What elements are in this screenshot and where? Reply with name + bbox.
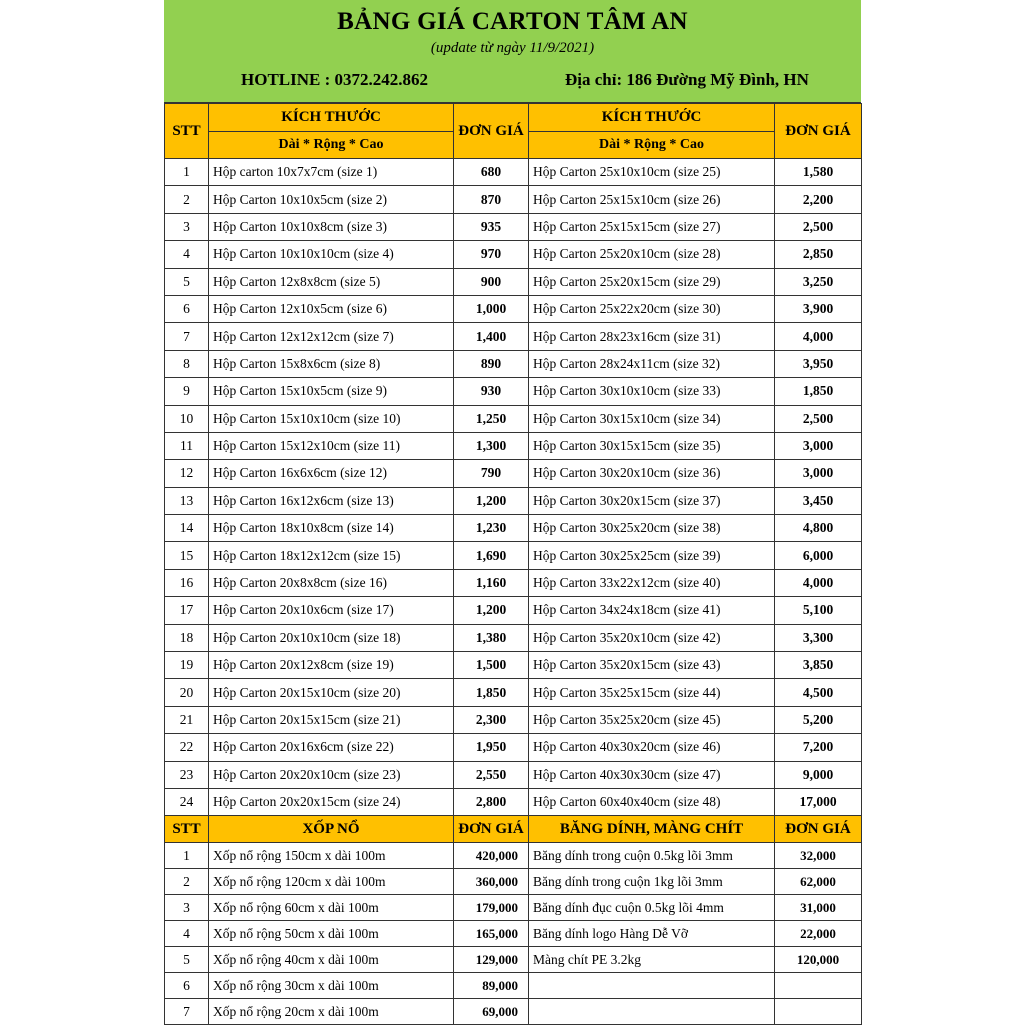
row-number: 24 <box>165 788 209 815</box>
product-price: 790 <box>454 460 529 487</box>
product-price: 3,900 <box>775 295 862 322</box>
table-row <box>165 542 862 569</box>
product-name: Hộp Carton 16x12x6cm (size 13) <box>209 487 454 514</box>
table-row <box>165 921 862 947</box>
row-number: 15 <box>165 542 209 569</box>
product-price: 179,000 <box>454 895 529 921</box>
table-row <box>165 624 862 651</box>
product-price: 1,200 <box>454 597 529 624</box>
row-number: 12 <box>165 460 209 487</box>
table-row <box>165 378 862 405</box>
product-price: 1,380 <box>454 624 529 651</box>
product-name: Hộp Carton 12x8x8cm (size 5) <box>209 268 454 295</box>
row-number: 1 <box>165 843 209 869</box>
product-price: 62,000 <box>775 869 862 895</box>
product-name: Hộp Carton 25x15x10cm (size 26) <box>529 186 775 213</box>
product-name: Hộp Carton 20x16x6cm (size 22) <box>209 734 454 761</box>
product-price: 3,000 <box>775 432 862 459</box>
product-price: 1,850 <box>454 679 529 706</box>
product-name: Hộp Carton 20x20x15cm (size 24) <box>209 788 454 815</box>
price-table <box>164 103 862 1025</box>
product-name: Xốp nổ rộng 20cm x dài 100m <box>209 999 454 1025</box>
table-row <box>165 679 862 706</box>
row-number: 21 <box>165 706 209 733</box>
sheet-title: BẢNG GIÁ CARTON TÂM AN <box>337 8 688 35</box>
product-price: 1,400 <box>454 323 529 350</box>
product-name: Hộp Carton 10x10x8cm (size 3) <box>209 213 454 240</box>
table-row <box>165 432 862 459</box>
product-price: 3,450 <box>775 487 862 514</box>
product-price: 1,300 <box>454 432 529 459</box>
row-number: 17 <box>165 597 209 624</box>
row-number: 20 <box>165 679 209 706</box>
product-price: 1,500 <box>454 652 529 679</box>
row-number: 7 <box>165 999 209 1025</box>
row-number: 4 <box>165 241 209 268</box>
product-name: Băng dính logo Hàng Dễ Vỡ <box>529 921 775 947</box>
product-name: Xốp nổ rộng 40cm x dài 100m <box>209 947 454 973</box>
product-name: Hộp Carton 15x10x10cm (size 10) <box>209 405 454 432</box>
row-number: 3 <box>165 213 209 240</box>
product-price: 7,200 <box>775 734 862 761</box>
product-price: 3,950 <box>775 350 862 377</box>
product-name: Hộp Carton 40x30x20cm (size 46) <box>529 734 775 761</box>
product-name: Hộp Carton 16x6x6cm (size 12) <box>209 460 454 487</box>
table-row <box>165 652 862 679</box>
table-row <box>165 869 862 895</box>
product-name: Màng chít PE 3.2kg <box>529 947 775 973</box>
product-name: Hộp Carton 15x10x5cm (size 9) <box>209 378 454 405</box>
header-price-left: ĐƠN GIÁ <box>454 104 529 159</box>
product-name: Hộp Carton 30x10x10cm (size 33) <box>529 378 775 405</box>
product-name: Băng dính trong cuộn 1kg lõi 3mm <box>529 869 775 895</box>
table-row <box>165 213 862 240</box>
table-row <box>165 350 862 377</box>
header-bubble-wrap: XỐP NỔ <box>209 816 454 843</box>
product-name: Hộp Carton 30x20x10cm (size 36) <box>529 460 775 487</box>
product-price <box>775 999 862 1025</box>
product-name: Băng dính trong cuộn 0.5kg lõi 3mm <box>529 843 775 869</box>
table-row <box>165 895 862 921</box>
product-name: Hộp Carton 12x10x5cm (size 6) <box>209 295 454 322</box>
price-sheet <box>164 0 861 1025</box>
product-price: 2,300 <box>454 706 529 733</box>
product-price: 31,000 <box>775 895 862 921</box>
header-size-left: KÍCH THƯỚC <box>209 104 454 132</box>
address: Địa chỉ: 186 Đường Mỹ Đình, HN <box>565 70 809 89</box>
product-price: 32,000 <box>775 843 862 869</box>
table-row <box>165 241 862 268</box>
product-price: 165,000 <box>454 921 529 947</box>
table-row <box>165 186 862 213</box>
product-price: 970 <box>454 241 529 268</box>
header-price-tape: ĐƠN GIÁ <box>775 816 862 843</box>
row-number: 1 <box>165 159 209 186</box>
table-row <box>165 706 862 733</box>
product-name: Hộp Carton 30x20x15cm (size 37) <box>529 487 775 514</box>
table-row <box>165 999 862 1025</box>
row-number: 16 <box>165 569 209 596</box>
table-row <box>165 515 862 542</box>
product-name: Hộp Carton 20x15x10cm (size 20) <box>209 679 454 706</box>
product-price: 1,160 <box>454 569 529 596</box>
product-name: Xốp nổ rộng 150cm x dài 100m <box>209 843 454 869</box>
product-price: 1,230 <box>454 515 529 542</box>
table-row <box>165 323 862 350</box>
product-price: 420,000 <box>454 843 529 869</box>
product-name: Xốp nổ rộng 50cm x dài 100m <box>209 921 454 947</box>
product-name: Hộp Carton 28x23x16cm (size 31) <box>529 323 775 350</box>
product-name: Hộp Carton 20x10x10cm (size 18) <box>209 624 454 651</box>
hotline: HOTLINE : 0372.242.862 <box>241 70 429 89</box>
extras-header-row <box>165 816 862 843</box>
product-name: Hộp Carton 10x10x10cm (size 4) <box>209 241 454 268</box>
product-name: Hộp Carton 20x8x8cm (size 16) <box>209 569 454 596</box>
product-name: Xốp nổ rộng 120cm x dài 100m <box>209 869 454 895</box>
product-price: 22,000 <box>775 921 862 947</box>
product-name: Hộp Carton 40x30x30cm (size 47) <box>529 761 775 788</box>
product-price: 1,000 <box>454 295 529 322</box>
product-name: Hộp Carton 60x40x40cm (size 48) <box>529 788 775 815</box>
carton-header-row <box>165 104 862 132</box>
product-name: Băng dính đục cuộn 0.5kg lõi 4mm <box>529 895 775 921</box>
header-size-right: KÍCH THƯỚC <box>529 104 775 132</box>
product-price: 1,250 <box>454 405 529 432</box>
product-name: Hộp Carton 10x10x5cm (size 2) <box>209 186 454 213</box>
product-price: 69,000 <box>454 999 529 1025</box>
product-name: Hộp Carton 20x20x10cm (size 23) <box>209 761 454 788</box>
row-number: 4 <box>165 921 209 947</box>
product-name <box>529 973 775 999</box>
product-price: 930 <box>454 378 529 405</box>
product-price: 1,850 <box>775 378 862 405</box>
row-number: 3 <box>165 895 209 921</box>
product-name: Hộp Carton 25x22x20cm (size 30) <box>529 295 775 322</box>
row-number: 14 <box>165 515 209 542</box>
product-price: 89,000 <box>454 973 529 999</box>
row-number: 2 <box>165 186 209 213</box>
product-price: 3,250 <box>775 268 862 295</box>
table-row <box>165 460 862 487</box>
product-price: 1,690 <box>454 542 529 569</box>
product-name: Hộp Carton 33x22x12cm (size 40) <box>529 569 775 596</box>
product-price: 2,200 <box>775 186 862 213</box>
product-price: 1,580 <box>775 159 862 186</box>
row-number: 8 <box>165 350 209 377</box>
title-banner <box>164 0 861 103</box>
product-name: Hộp Carton 18x12x12cm (size 15) <box>209 542 454 569</box>
product-name: Xốp nổ rộng 60cm x dài 100m <box>209 895 454 921</box>
row-number: 7 <box>165 323 209 350</box>
product-price: 129,000 <box>454 947 529 973</box>
row-number: 6 <box>165 295 209 322</box>
product-name: Hộp Carton 34x24x18cm (size 41) <box>529 597 775 624</box>
header-price-right: ĐƠN GIÁ <box>775 104 862 159</box>
product-name: Hộp Carton 25x20x10cm (size 28) <box>529 241 775 268</box>
product-name <box>529 999 775 1025</box>
table-row <box>165 295 862 322</box>
product-name: Hộp Carton 12x12x12cm (size 7) <box>209 323 454 350</box>
row-number: 5 <box>165 947 209 973</box>
header-stt: STT <box>165 104 209 159</box>
row-number: 13 <box>165 487 209 514</box>
product-price: 680 <box>454 159 529 186</box>
product-name: Hộp Carton 18x10x8cm (size 14) <box>209 515 454 542</box>
product-price: 1,200 <box>454 487 529 514</box>
product-price: 900 <box>454 268 529 295</box>
row-number: 5 <box>165 268 209 295</box>
row-number: 2 <box>165 869 209 895</box>
row-number: 22 <box>165 734 209 761</box>
product-name: Hộp Carton 15x12x10cm (size 11) <box>209 432 454 459</box>
product-price: 2,500 <box>775 405 862 432</box>
product-price: 4,000 <box>775 323 862 350</box>
row-number: 6 <box>165 973 209 999</box>
header-dims-right: Dài * Rộng * Cao <box>529 132 775 159</box>
table-row <box>165 843 862 869</box>
header-dims-left: Dài * Rộng * Cao <box>209 132 454 159</box>
product-name: Xốp nổ rộng 30cm x dài 100m <box>209 973 454 999</box>
product-price: 5,200 <box>775 706 862 733</box>
header-price-bubble: ĐƠN GIÁ <box>454 816 529 843</box>
product-price: 3,850 <box>775 652 862 679</box>
product-price: 4,000 <box>775 569 862 596</box>
table-row <box>165 973 862 999</box>
product-price: 935 <box>454 213 529 240</box>
product-name: Hộp Carton 30x25x20cm (size 38) <box>529 515 775 542</box>
product-name: Hộp Carton 20x12x8cm (size 19) <box>209 652 454 679</box>
table-row <box>165 405 862 432</box>
product-price: 870 <box>454 186 529 213</box>
product-name: Hộp Carton 25x10x10cm (size 25) <box>529 159 775 186</box>
product-price: 3,000 <box>775 460 862 487</box>
product-name: Hộp Carton 30x15x15cm (size 35) <box>529 432 775 459</box>
product-name: Hộp Carton 35x25x20cm (size 45) <box>529 706 775 733</box>
product-price: 120,000 <box>775 947 862 973</box>
table-row <box>165 788 862 815</box>
table-row <box>165 569 862 596</box>
table-row <box>165 947 862 973</box>
table-row <box>165 159 862 186</box>
header-stt-2: STT <box>165 816 209 843</box>
table-row <box>165 597 862 624</box>
product-price: 2,500 <box>775 213 862 240</box>
row-number: 19 <box>165 652 209 679</box>
product-price: 4,500 <box>775 679 862 706</box>
table-row <box>165 487 862 514</box>
product-name: Hộp Carton 25x15x15cm (size 27) <box>529 213 775 240</box>
product-name: Hộp Carton 35x25x15cm (size 44) <box>529 679 775 706</box>
product-name: Hộp Carton 30x25x25cm (size 39) <box>529 542 775 569</box>
product-name: Hộp Carton 20x15x15cm (size 21) <box>209 706 454 733</box>
product-price: 890 <box>454 350 529 377</box>
product-price <box>775 973 862 999</box>
row-number: 23 <box>165 761 209 788</box>
product-price: 4,800 <box>775 515 862 542</box>
product-price: 2,550 <box>454 761 529 788</box>
product-name: Hộp Carton 28x24x11cm (size 32) <box>529 350 775 377</box>
product-name: Hộp Carton 20x10x6cm (size 17) <box>209 597 454 624</box>
product-price: 6,000 <box>775 542 862 569</box>
product-name: Hộp carton 10x7x7cm (size 1) <box>209 159 454 186</box>
table-row <box>165 761 862 788</box>
row-number: 10 <box>165 405 209 432</box>
product-price: 2,850 <box>775 241 862 268</box>
product-price: 360,000 <box>454 869 529 895</box>
product-price: 3,300 <box>775 624 862 651</box>
product-price: 17,000 <box>775 788 862 815</box>
product-name: Hộp Carton 30x15x10cm (size 34) <box>529 405 775 432</box>
product-price: 9,000 <box>775 761 862 788</box>
product-name: Hộp Carton 35x20x10cm (size 42) <box>529 624 775 651</box>
row-number: 11 <box>165 432 209 459</box>
product-price: 1,950 <box>454 734 529 761</box>
product-price: 5,100 <box>775 597 862 624</box>
row-number: 18 <box>165 624 209 651</box>
row-number: 9 <box>165 378 209 405</box>
update-date: (update từ ngày 11/9/2021) <box>430 40 595 56</box>
header-tape: BĂNG DÍNH, MÀNG CHÍT <box>529 816 775 843</box>
product-name: Hộp Carton 25x20x15cm (size 29) <box>529 268 775 295</box>
table-row <box>165 734 862 761</box>
table-row <box>165 268 862 295</box>
product-name: Hộp Carton 15x8x6cm (size 8) <box>209 350 454 377</box>
product-name: Hộp Carton 35x20x15cm (size 43) <box>529 652 775 679</box>
product-price: 2,800 <box>454 788 529 815</box>
